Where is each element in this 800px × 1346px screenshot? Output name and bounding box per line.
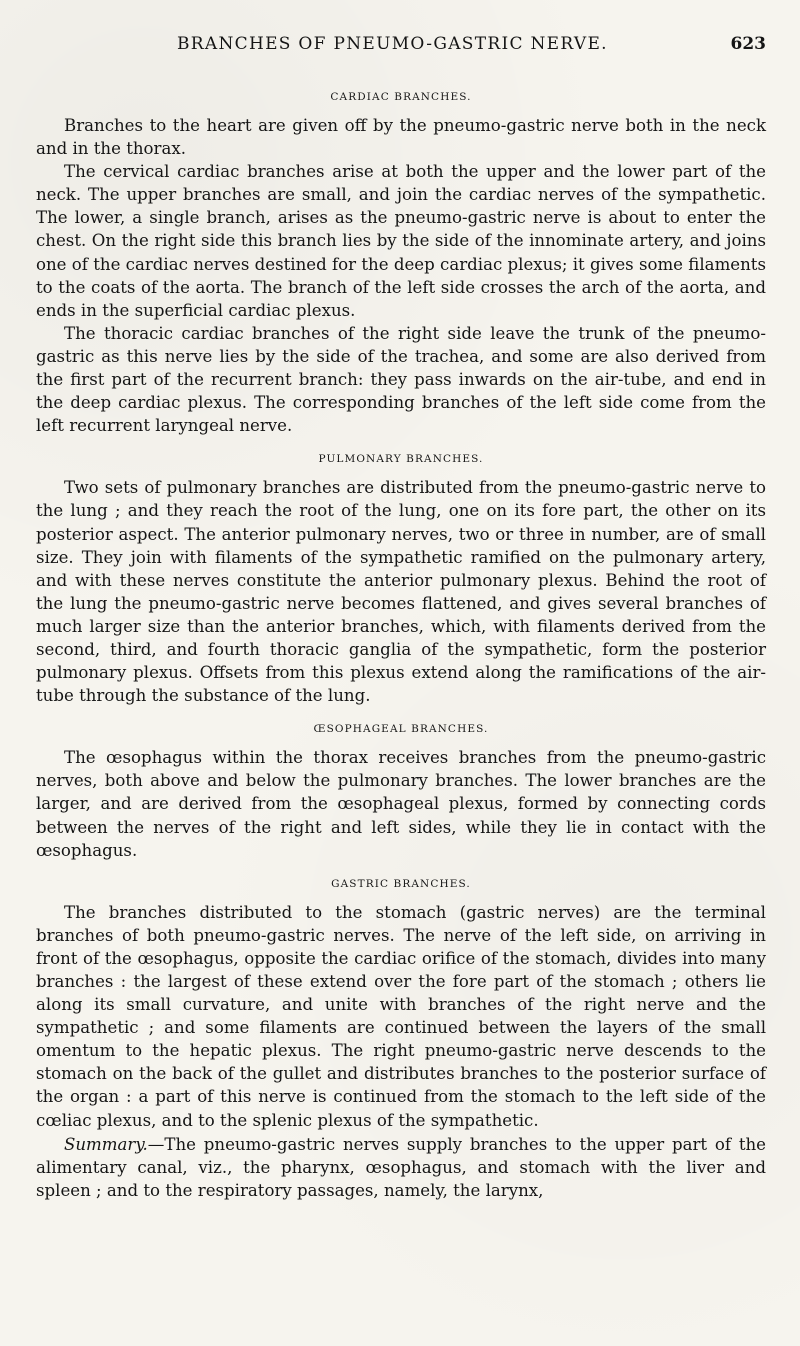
- summary-text: —The pneumo-gastric nerves supply branches to the upper part of the alimentary canal, viz., the pharynx, œsophagus, and stomach with the liver and spleen ; and to the respiratory passages, namely, the larynx,: [36, 1134, 766, 1200]
- running-title: BRANCHES OF PNEUMO-GASTRIC NERVE.: [177, 34, 608, 54]
- cardiac-paragraph-2: The cervical cardiac branches arise at both the upper and the lower part of the neck. The upper branches are small, and join the cardiac nerves of the sympathetic. The lower, a single branch, arises as the pneumo-gastric nerve is about to enter the chest. On the right side this branch lies by the side of the innominate artery, and joins one of the cardiac nerves destined for the deep cardiac plexus; it gives some filaments to the coats of the aorta. The branch of the left side crosses the arch of the aorta, and ends in the superficial cardiac plexus.: [36, 162, 766, 320]
- cardiac-paragraph-3: The thoracic cardiac branches of the right side leave the trunk of the pneumo-gastric as this nerve lies by the side of the trachea, and some are also derived from the first part of the recurrent branch: they pass inwards on the air-tube, and end in the deep cardiac plexus. The corresponding branches of the left side come from the left recurrent laryngeal nerve.: [36, 323, 766, 436]
- pulmonary-branches-section: [36, 451, 766, 707]
- gastric-branches-heading: GASTRIC BRANCHES.: [331, 877, 471, 890]
- oesophageal-branches-heading: ŒSOPHAGEAL BRANCHES.: [313, 723, 489, 736]
- summary-label: Summary.: [64, 1134, 148, 1154]
- cardiac-branches-section: [36, 89, 766, 437]
- oesophageal-paragraph-1: The œsophagus within the thorax receives branches from the pneumo-gastric nerves, both above and below the pulmonary branches. The lower branches are the larger, and are derived from the œsophageal plexus, formed by connecting cords between the nerves of the right and left sides, while they lie in contact with the œsophagus.: [36, 748, 766, 860]
- gastric-paragraph-1: The branches distributed to the stomach (gastric nerves) are the terminal branches of both pneumo-gastric nerves. The nerve of the left side, on arriving in front of the œsophagus, opposite the cardiac orifice of the stomach, divides into many branches : the largest of these extend over the fore part of the stomach ; others lie along its small curvature, and unite with branches of the right nerve and the sympathetic ; and some filaments are continued between the layers of the small omentum to the hepatic plexus. The right pneumo-gastric nerve descends to the stomach on the back of the gullet and distributes branches to the posterior surface of the organ : a part of this nerve is continued from the stomach to the left side of the cœliac plexus, and to the splenic plexus of the sympathetic.: [36, 902, 766, 1130]
- page-number: 623: [730, 34, 766, 54]
- pulmonary-paragraph-1: Two sets of pulmonary branches are distributed from the pneumo-gastric nerve to the lung ; and they reach the root of the lung, one on its fore part, the other on its posterior aspect. The anterior pulmonary nerves, two or three in number, are of small size. They join with filaments of the sympathetic ramified on the pulmonary artery, and with these nerves constitute the anterior pulmonary plexus. Behind the root of the lung the pneumo-gastric nerve becomes flattened, and gives several branches of much larger size than the anterior branches, which, with filaments derived from the second, third, and fourth thoracic ganglia of the sympathetic, form the posterior pulmonary plexus. Offsets from this plexus extend along the ramifications of the air-tube through the substance of the lung.: [36, 478, 766, 706]
- cardiac-branches-heading: CARDIAC BRANCHES.: [330, 91, 472, 103]
- running-header: [36, 34, 766, 58]
- summary-paragraph: [36, 1133, 766, 1202]
- cardiac-paragraph-1: Branches to the heart are given off by the pneumo-gastric nerve both in the neck and in the thorax.: [36, 116, 766, 159]
- pulmonary-branches-heading: PULMONARY BRANCHES.: [318, 453, 484, 466]
- oesophageal-branches-section: [36, 721, 766, 861]
- gastric-branches-section: [36, 876, 766, 1202]
